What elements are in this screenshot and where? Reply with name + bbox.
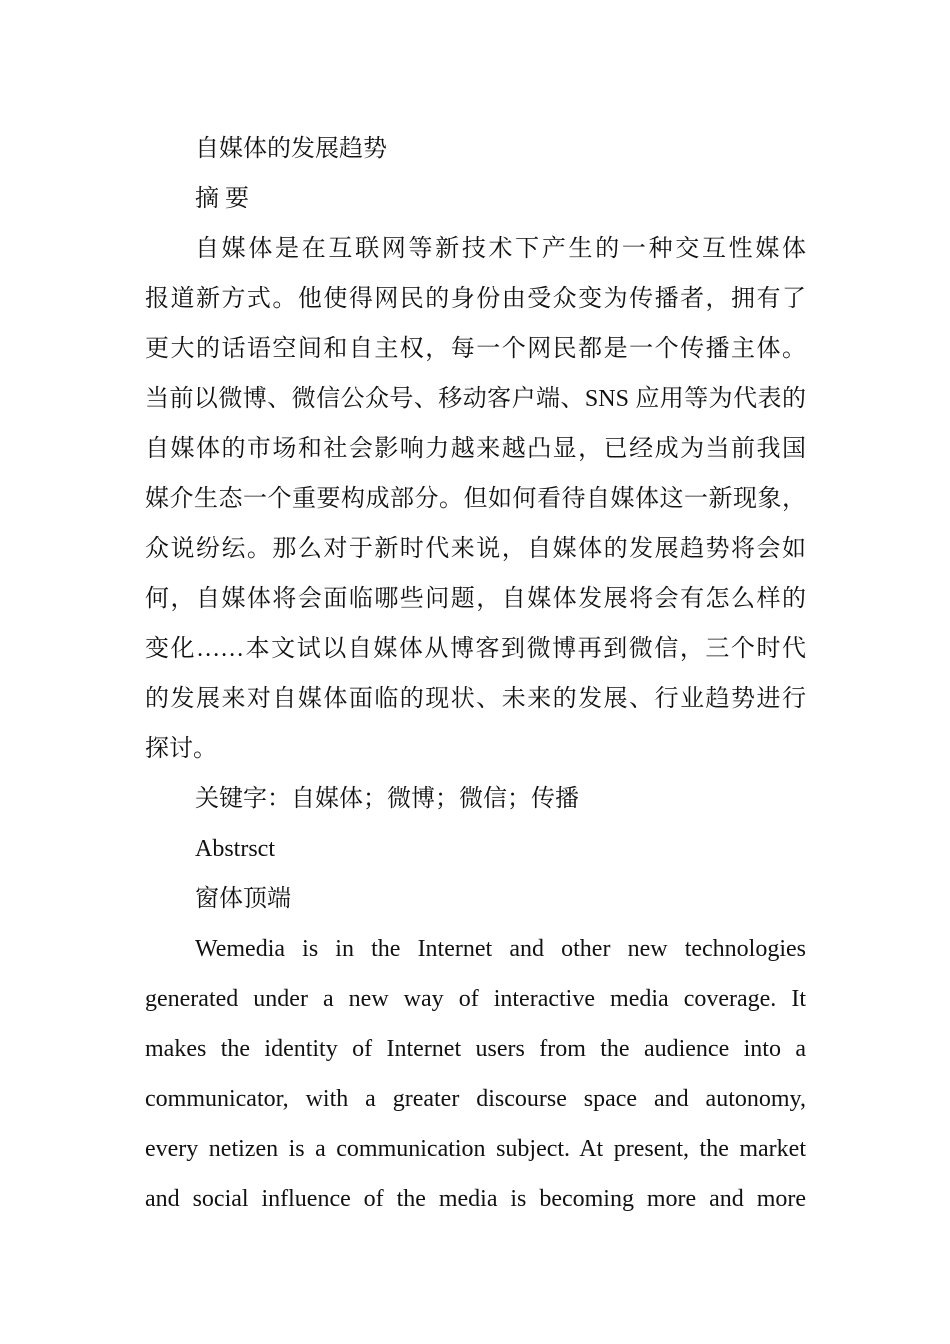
abstract-line: 报道新方式。他使得网民的身份由受众变为传播者，拥有了 (145, 286, 806, 312)
form-top-label: 窗体顶端 (195, 886, 291, 912)
document-title: 自媒体的发展趋势 (195, 136, 387, 162)
english-abstract-heading: Abstrsct (195, 836, 275, 862)
abstract-heading: 摘 要 (195, 186, 249, 212)
abstract-line: 何，自媒体将会面临哪些问题，自媒体发展将会有怎么样的 (145, 586, 806, 612)
abstract-line: 媒介生态一个重要构成部分。但如何看待自媒体这一新现象， (145, 486, 806, 512)
keywords-line: 关键字：自媒体；微博；微信；传播 (195, 786, 579, 812)
abstract-line: 众说纷纭。那么对于新时代来说，自媒体的发展趋势将会如 (145, 536, 806, 562)
english-abstract-line: generated under a new way of interactive media coverage. It (145, 986, 806, 1012)
english-abstract-line: makes the identity of Internet users from the audience into a (145, 1036, 806, 1062)
abstract-line: 变化……本文试以自媒体从博客到微博再到微信，三个时代 (145, 636, 806, 662)
abstract-line: 探讨。 (145, 736, 217, 762)
english-abstract-line: communicator, with a greater discourse space and autonomy, (145, 1086, 806, 1112)
abstract-line: 自媒体的市场和社会影响力越来越凸显，已经成为当前我国 (145, 436, 806, 462)
abstract-line: 的发展来对自媒体面临的现状、未来的发展、行业趋势进行 (145, 686, 806, 712)
english-abstract-line: and social influence of the media is becoming more and more (145, 1186, 806, 1212)
abstract-line: 自媒体是在互联网等新技术下产生的一种交互性媒体 (195, 236, 806, 262)
abstract-line: 更大的话语空间和自主权，每一个网民都是一个传播主体。 (145, 336, 806, 362)
abstract-line: 当前以微博、微信公众号、移动客户端、SNS 应用等为代表的 (145, 386, 806, 412)
english-abstract-line: every netizen is a communication subject. At present, the market (145, 1136, 806, 1162)
english-abstract-line: Wemedia is in the Internet and other new technologies (195, 936, 806, 962)
